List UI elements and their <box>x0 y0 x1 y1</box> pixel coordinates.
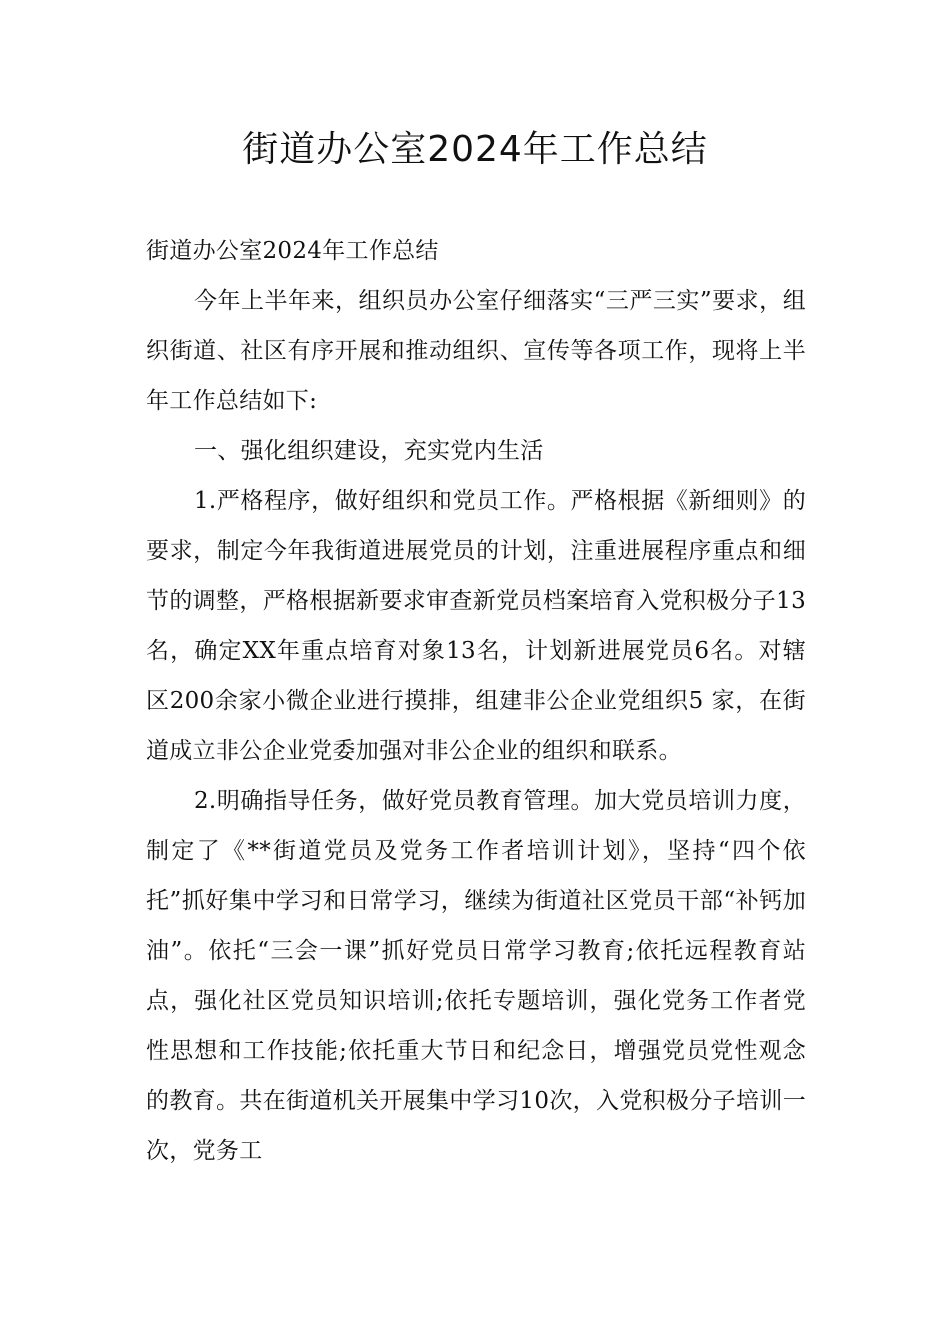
paragraph-subtitle: 街道办公室2024年工作总结 <box>146 238 439 264</box>
section-heading: 一、强化组织建设，充实党内生活 <box>194 438 544 464</box>
document-title: 街道办公室2024年工作总结 <box>242 129 708 170</box>
paragraph-intro: 今年上半年来，组织员办公室仔细落实“三严三实”要求，组织街道、社区有序开展和推动组织、宣传等各项工作，现将上半年工作总结如下: <box>146 288 806 414</box>
document-body <box>146 226 806 1176</box>
paragraph-item-2: 2.明确指导任务，做好党员教育管理。加大党员培训力度，制定了《**街道党员及党务工作者培训计划》，坚持“四个依托”抓好集中学习和日常学习，继续为街道社区党员干部“补钙加油”。依托“三会一课”抓好党员日常学习教育;依托远程教育站点，强化社区党员知识培训;依托专题培训，强化党务工作者党性思想和工作技能;依托重大节日和纪念日，增强党员党性观念的教育。共在街道机关开展集中学习10次，入党积极分子培训一次，党务工 <box>146 788 806 1164</box>
paragraph-item-1: 1.严格程序，做好组织和党员工作。严格根据《新细则》的要求，制定今年我街道进展党员的计划，注重进展程序重点和细节的调整，严格根据新要求审查新党员档案培育入党积极分子13名，确定XX年重点培育对象13名，计划新进展党员6名。对辖区200余家小微企业进行摸排，组建非公企业党组织5 家，在街道成立非公企业党委加强对非公企业的组织和联系。 <box>146 488 806 764</box>
